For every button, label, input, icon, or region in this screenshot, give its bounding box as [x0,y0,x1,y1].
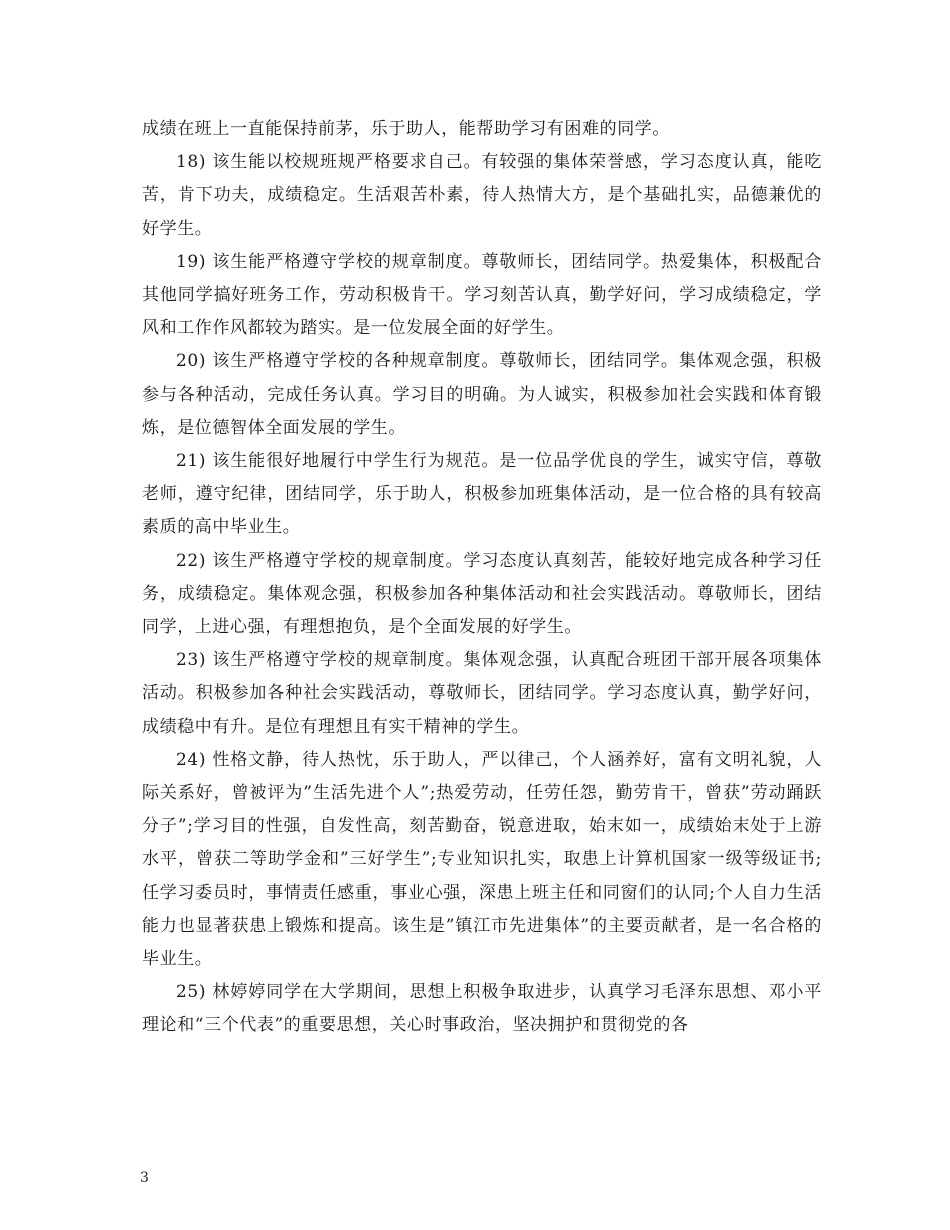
paragraph: 24) 性格文静，待人热忱，乐于助人，严以律己，个人涵养好，富有文明礼貌，人际关系好，曾被评为”生活先进个人”;热爱劳动，任劳任怨，勤劳肯干，曾获”劳动踊跃分子”;学习目的性强，自发性高，刻苦勤奋，锐意进取，始末如一，成绩始末处于上游水平，曾获二等助学金和”三好学生”;专业知识扎实，取患上计算机国家一级等级证书;任学习委员时，事情责任感重，事业心强，深患上班主任和同窗们的认同;个人自力生活能力也显著获患上锻炼和提高。该生是”镇江市先进集体”的主要贡献者，是一名合格的毕业生。 [142,749,822,970]
paragraph: 19) 该生能严格遵守学校的规章制度。尊敬师长，团结同学。热爱集体，积极配合其他同学搞好班务工作，劳动积极肯干。学习刻苦认真，勤学好问，学习成绩稳定，学风和工作作风都较为踏实。是一位发展全面的好学生。 [142,251,822,339]
paragraph: 23) 该生严格遵守学校的规章制度。集体观念强，认真配合班团干部开展各项集体活动。积极参加各种社会实践活动，尊敬师长，团结同学。学习态度认真，勤学好问，成绩稳中有升。是位有理想且有实干精神的学生。 [142,650,822,737]
paragraph: 22) 该生严格遵守学校的规章制度。学习态度认真刻苦，能较好地完成各种学习任务，成绩稳定。集体观念强，积极参加各种集体活动和社会实践活动。尊敬师长，团结同学，上进心强，有理想抱负，是个全面发展的好学生。 [142,550,822,638]
paragraph: 25) 林婷婷同学在大学期间，思想上积极争取进步，认真学习毛泽东思想、邓小平理论和“三个代表”的重要思想，关心时事政治，坚决拥护和贯彻党的各 [142,982,822,1036]
paragraph: 成绩在班上一直能保持前茅，乐于助人，能帮助学习有困难的同学。 [142,119,670,139]
document-body [142,113,822,1043]
paragraph: 21) 该生能很好地履行中学生行为规范。是一位品学优良的学生，诚实守信，尊敬老师，遵守纪律，团结同学，乐于助人，积极参加班集体活动，是一位合格的具有较高素质的高中毕业生。 [142,451,822,538]
page-number: 3 [140,1170,149,1186]
paragraph: 20) 该生严格遵守学校的各种规章制度。尊敬师长，团结同学。集体观念强，积极参与各种活动，完成任务认真。学习目的明确。为人诚实，积极参加社会实践和体育锻炼，是位德智体全面发展的学生。 [142,351,822,438]
paragraph: 18) 该生能以校规班规严格要求自己。有较强的集体荣誉感，学习态度认真，能吃苦，肯下功夫，成绩稳定。生活艰苦朴素，待人热情大方，是个基础扎实，品德兼优的好学生。 [142,152,822,239]
